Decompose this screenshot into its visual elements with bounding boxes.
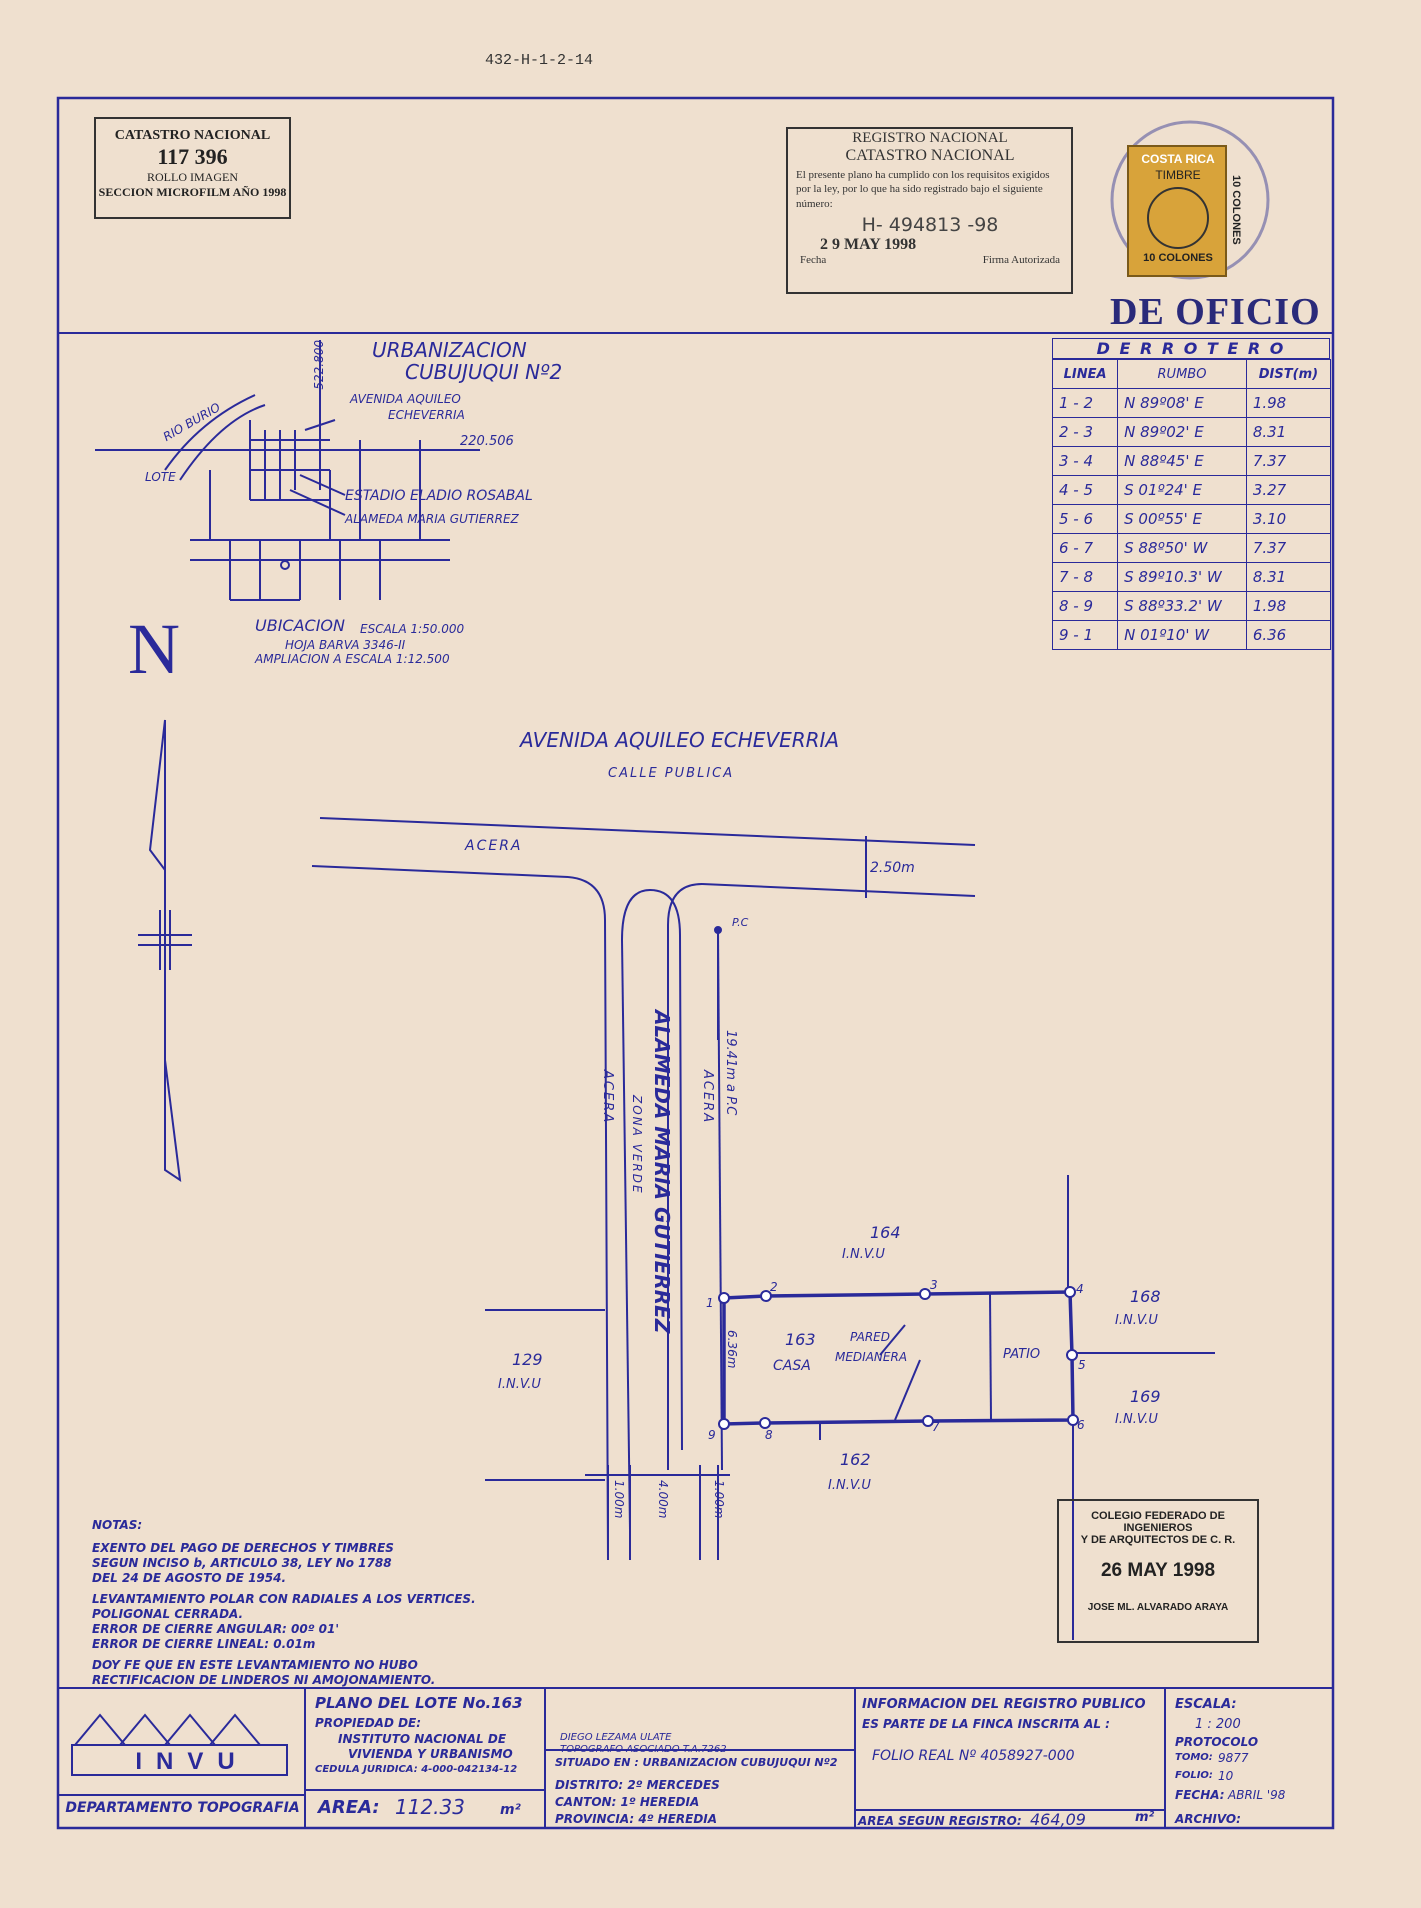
width-acera-right: 1.00m	[712, 1480, 726, 1519]
stamp-number: 117 396	[157, 144, 228, 169]
archivo-label: ARCHIVO:	[1175, 1812, 1241, 1826]
registro-date: 2 9 MAY 1998	[820, 235, 917, 253]
plano-title: PLANO DEL LOTE No.163	[315, 1694, 523, 1712]
note-line: POLIGONAL CERRADA.	[92, 1607, 244, 1621]
lot-129-number: 129	[512, 1350, 543, 1369]
zona-verde-label: ZONA VERDE	[630, 1095, 644, 1195]
row-linea: 9 - 1	[1053, 621, 1118, 650]
vertex-1: 1	[706, 1296, 714, 1310]
row-rumbo: N 89º02' E	[1118, 418, 1247, 447]
row-linea: 7 - 8	[1053, 563, 1118, 592]
map-rio-label: RIO BURIO	[160, 400, 223, 444]
row-dist: 1.98	[1246, 592, 1330, 621]
map-estadio-label: ESTADIO ELADIO ROSABAL	[345, 488, 533, 504]
derrotero-row	[1053, 418, 1331, 447]
colegio-line1: COLEGIO FEDERADO DE INGENIEROS	[1091, 1510, 1225, 1534]
location-subtitle: CUBUJUQUI Nº2	[405, 360, 563, 384]
width-zona-verde: 4.00m	[656, 1480, 670, 1519]
note-line: LEVANTAMIENTO POLAR CON RADIALES A LOS VERTICES.	[92, 1592, 476, 1606]
topografo-title: TOPOGRAFO ASOCIADO T.A.7262	[560, 1744, 727, 1755]
vertex-5: 5	[1078, 1358, 1086, 1372]
row-rumbo: S 88º50' W	[1118, 534, 1247, 563]
alameda-label: ALAMEDA MARIA GUTIERREZ	[650, 1010, 674, 1334]
row-linea: 1 - 2	[1053, 389, 1118, 418]
lot-162-owner: I.N.V.U	[828, 1478, 871, 1493]
row-rumbo: N 88º45' E	[1118, 447, 1247, 476]
patio-label: PATIO	[1003, 1347, 1041, 1362]
situado-label: SITUADO EN : URBANIZACION CUBUJUQUI Nº2	[555, 1756, 838, 1769]
registro-line1: REGISTRO NACIONAL	[852, 130, 1008, 146]
registro-body: El presente plano ha cumplido con los requisitos exigidos por la ley, por lo que ha sido registrado bajo el siguiente número:	[796, 169, 1050, 210]
row-dist: 8.31	[1246, 418, 1330, 447]
colegio-stamp	[1060, 1510, 1256, 1613]
derrotero-row	[1053, 389, 1331, 418]
lot-164-owner: I.N.V.U	[842, 1247, 885, 1262]
timbre-stamp	[1132, 152, 1224, 264]
protocolo-label: PROTOCOLO	[1175, 1735, 1259, 1749]
map-lote-label: LOTE	[145, 470, 176, 484]
stamp-section: SECCION MICROFILM AÑO 1998	[98, 185, 287, 199]
map-avenida-label2: ECHEVERRIA	[388, 408, 465, 422]
row-linea: 3 - 4	[1053, 447, 1118, 476]
vertex-9: 9	[708, 1428, 716, 1442]
registro-fecha-label: Fecha	[800, 253, 827, 266]
acera-width-label: 2.50m	[870, 860, 915, 876]
note-line: DEL 24 DE AGOSTO DE 1954.	[92, 1571, 287, 1585]
timbre-word: TIMBRE	[1155, 168, 1201, 182]
canton-label: CANTON: 1º HEREDIA	[555, 1795, 700, 1809]
stamp-labels: ROLLO IMAGEN	[147, 170, 238, 184]
row-rumbo: S 00º55' E	[1118, 505, 1247, 534]
map-avenida-label: AVENIDA AQUILEO	[350, 392, 461, 406]
lot-162-number: 162	[840, 1450, 871, 1469]
derrotero-row	[1053, 563, 1331, 592]
registro-nacional-stamp	[790, 130, 1070, 266]
row-dist: 1.98	[1246, 389, 1330, 418]
row-linea: 5 - 6	[1053, 505, 1118, 534]
derrotero-header-dist: DIST(m)	[1246, 360, 1330, 389]
propiedad-label: PROPIEDAD DE:	[315, 1716, 422, 1730]
escala-label: ESCALA:	[1175, 1697, 1237, 1712]
folio-value: 10	[1218, 1769, 1234, 1783]
row-linea: 4 - 5	[1053, 476, 1118, 505]
catastro-microfilm-stamp	[95, 120, 290, 200]
ubicacion-ampliacion: AMPLIACION A ESCALA 1:12.500	[255, 652, 450, 666]
note-line: ERROR DE CIERRE ANGULAR: 00º 01'	[92, 1622, 340, 1636]
ubicacion-label: UBICACION	[255, 616, 345, 635]
row-linea: 6 - 7	[1053, 534, 1118, 563]
derrotero-row	[1053, 447, 1331, 476]
vertex-8: 8	[765, 1428, 773, 1442]
institution-line2: VIVIENDA Y URBANISMO	[348, 1747, 513, 1761]
registro-line2: CATASTRO NACIONAL	[845, 147, 1015, 164]
provincia-label: PROVINCIA: 4º HEREDIA	[555, 1812, 718, 1826]
lot-129-owner: I.N.V.U	[498, 1377, 541, 1392]
lot-169-owner: I.N.V.U	[1115, 1412, 1158, 1427]
area-registro-label: AREA SEGUN REGISTRO:	[858, 1814, 1022, 1828]
row-dist: 7.37	[1246, 447, 1330, 476]
fecha-label: FECHA:	[1175, 1788, 1225, 1802]
derrotero-header-linea: LINEA	[1053, 360, 1118, 389]
vertex-6: 6	[1077, 1418, 1085, 1432]
row-linea: 8 - 9	[1053, 592, 1118, 621]
note-line: DOY FE QUE EN ESTE LEVANTAMIENTO NO HUBO	[92, 1658, 418, 1672]
row-rumbo: N 01º10' W	[1118, 621, 1247, 650]
coord-vertical: 522.800	[312, 340, 326, 390]
topografo-name: DIEGO LEZAMA ULATE	[560, 1732, 672, 1743]
folio-label: FOLIO:	[1175, 1770, 1213, 1781]
fecha-value: ABRIL '98	[1228, 1788, 1286, 1802]
row-rumbo: S 01º24' E	[1118, 476, 1247, 505]
derrotero-table	[1052, 338, 1331, 650]
row-rumbo: N 89º08' E	[1118, 389, 1247, 418]
registro-number: H- 494813 -98	[861, 213, 999, 236]
institution-line1: INSTITUTO NACIONAL DE	[338, 1732, 507, 1746]
row-linea: 2 - 3	[1053, 418, 1118, 447]
pc-label: P.C	[732, 916, 749, 929]
area-value: 112.33	[395, 1795, 465, 1819]
lot-168-number: 168	[1130, 1287, 1161, 1306]
distrito-label: DISTRITO: 2º MERCEDES	[555, 1778, 720, 1792]
derrotero-row	[1053, 534, 1331, 563]
row-dist: 8.31	[1246, 563, 1330, 592]
de-oficio-stamp: DE OFICIO	[1110, 291, 1321, 333]
note-line: ERROR DE CIERRE LINEAL: 0.01m	[92, 1637, 316, 1651]
info-registro-title: INFORMACION DEL REGISTRO PUBLICO	[862, 1697, 1146, 1712]
calle-label: CALLE PUBLICA	[608, 766, 735, 781]
coord-horizontal: 220.506	[460, 434, 514, 449]
derrotero-header-rumbo: RUMBO	[1118, 360, 1247, 389]
colegio-date: 26 MAY 1998	[1100, 1560, 1216, 1581]
row-dist: 3.10	[1246, 505, 1330, 534]
colegio-line2: Y DE ARQUITECTOS DE C. R.	[1080, 1534, 1236, 1546]
note-line: EXENTO DEL PAGO DE DERECHOS Y TIMBRES	[92, 1541, 394, 1555]
vertex-4: 4	[1076, 1282, 1084, 1296]
colegio-name: JOSE ML. ALVARADO ARAYA	[1087, 1602, 1229, 1613]
dist-pc-label: 19.41m a P.C	[723, 1030, 738, 1116]
derrotero-row	[1053, 592, 1331, 621]
escala-value: 1 : 200	[1195, 1717, 1241, 1732]
lot-168-owner: I.N.V.U	[1115, 1313, 1158, 1328]
folio-real: FOLIO REAL Nº 4058927-000	[872, 1748, 1075, 1764]
document-reference: 432-H-1-2-14	[485, 52, 594, 69]
note-line: RECTIFICACION DE LINDEROS NI AMOJONAMIENTO.	[92, 1673, 436, 1687]
tomo-label: TOMO:	[1175, 1752, 1213, 1763]
acera-left-label: ACERA	[600, 1070, 615, 1125]
info-registro-sub: ES PARTE DE LA FINCA INSCRITA AL :	[862, 1717, 1110, 1731]
notes-block	[92, 1518, 476, 1688]
pared-label: PARED	[850, 1330, 891, 1344]
side-dimension: 6.36m	[725, 1330, 739, 1369]
ubicacion-escala: ESCALA 1:50.000	[360, 622, 465, 636]
vertex-3: 3	[930, 1278, 938, 1292]
timbre-country: COSTA RICA	[1141, 152, 1215, 166]
derrotero-row	[1053, 476, 1331, 505]
stamp-title: CATASTRO NACIONAL	[114, 128, 271, 143]
location-title: URBANIZACION	[372, 338, 527, 362]
lot-164-number: 164	[870, 1223, 901, 1242]
avenida-label: AVENIDA AQUILEO ECHEVERRIA	[520, 728, 840, 752]
timbre-value: 10 COLONES	[1143, 252, 1213, 264]
area-registro-value: 464,09	[1030, 1810, 1086, 1829]
ubicacion-hoja: HOJA BARVA 3346-II	[285, 638, 406, 652]
derrotero-row	[1053, 621, 1331, 650]
acera-right-label: ACERA	[700, 1070, 715, 1125]
lot-163-number: 163	[785, 1330, 816, 1349]
width-acera-left: 1.00m	[612, 1480, 626, 1519]
note-line: SEGUN INCISO b, ARTICULO 38, LEY No 1788	[92, 1556, 392, 1570]
departamento-label: DEPARTAMENTO TOPOGRAFIA	[65, 1800, 300, 1816]
vertex-7: 7	[932, 1420, 940, 1434]
row-dist: 6.36	[1246, 621, 1330, 650]
tomo-value: 9877	[1218, 1751, 1249, 1765]
area-registro-unit: m²	[1135, 1810, 1155, 1825]
row-rumbo: S 88º33.2' W	[1118, 592, 1247, 621]
row-dist: 7.37	[1246, 534, 1330, 563]
medianera-label: MEDIANERA	[835, 1350, 908, 1364]
row-rumbo: S 89º10.3' W	[1118, 563, 1247, 592]
area-label: AREA:	[318, 1797, 380, 1818]
timbre-side-value: 10 COLONES	[1230, 175, 1242, 245]
area-unit: m²	[500, 1802, 521, 1818]
lot-169-number: 169	[1130, 1387, 1161, 1406]
vertex-2: 2	[770, 1280, 778, 1294]
casa-label: CASA	[773, 1358, 811, 1374]
map-alameda-label: ALAMEDA MARIA GUTIERREZ	[345, 512, 519, 526]
derrotero-title: D E R R O T E R O	[1052, 338, 1330, 359]
derrotero-row	[1053, 505, 1331, 534]
row-dist: 3.27	[1246, 476, 1330, 505]
north-letter: N	[128, 609, 180, 689]
acera-top-label: ACERA	[465, 838, 523, 854]
registro-firma-label: Firma Autorizada	[982, 253, 1060, 266]
notes-title: NOTAS:	[92, 1518, 143, 1532]
cedula-juridica: CEDULA JURIDICA: 4-000-042134-12	[315, 1764, 518, 1775]
invu-logo: INVU	[135, 1748, 249, 1775]
